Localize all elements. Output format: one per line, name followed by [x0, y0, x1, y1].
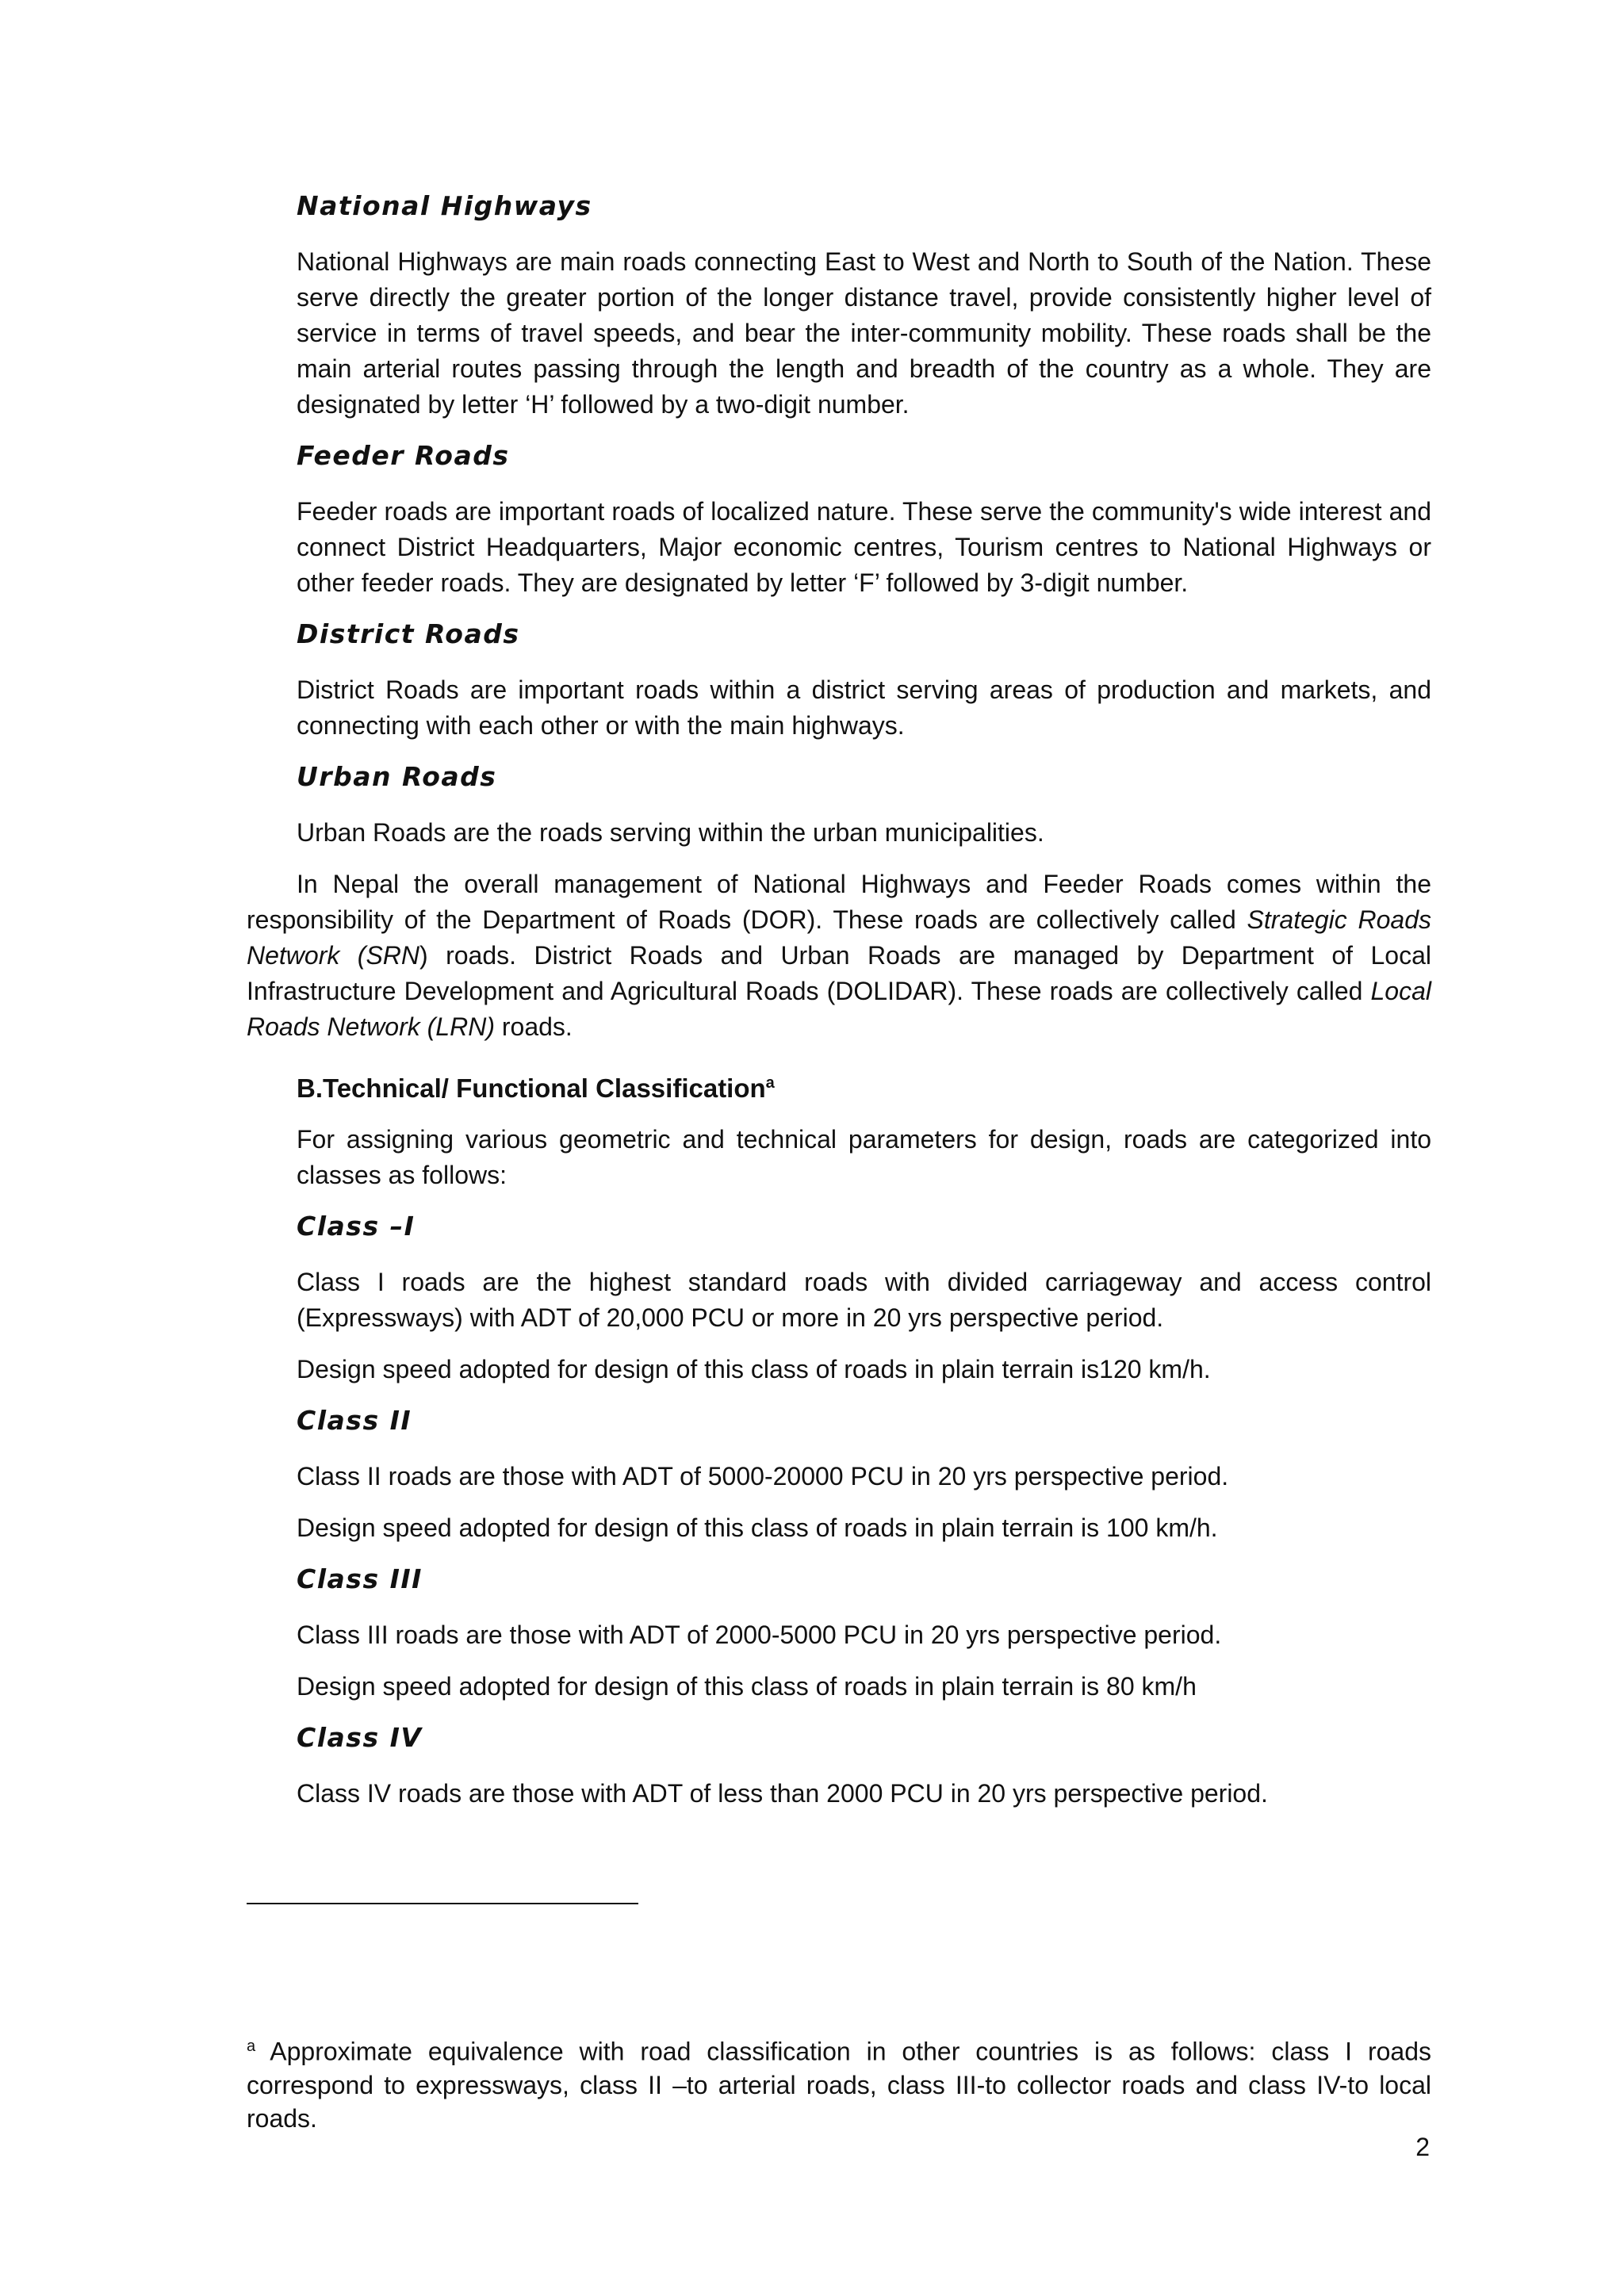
heading-district-roads: District Roads: [297, 618, 520, 649]
paragraph-class-3-definition: Class III roads are those with ADT of 2000-5000 PCU in 20 yrs perspective period.: [297, 1621, 1222, 1649]
technical-title: B.Technical/ Functional Classification: [297, 1073, 766, 1103]
paragraph-class-1-speed: Design speed adopted for design of this class of roads in plain terrain is120 km/h.: [297, 1355, 1211, 1383]
footnote-marker: a: [247, 2038, 256, 2055]
footnote-divider: [247, 1903, 638, 1904]
management-text-3: roads.: [494, 1012, 573, 1041]
paragraph-class-2-definition: Class II roads are those with ADT of 5000-20000 PCU in 20 yrs perspective period.: [297, 1462, 1229, 1490]
heading-urban-roads: Urban Roads: [297, 761, 497, 792]
footnote-text: Approximate equivalence with road classification in other countries is as follows: class I roads correspond to expressways, class II –to arterial roads, class III-to collector roads and class IV-to local roads.: [247, 2037, 1431, 2133]
paragraph-district-roads: District Roads are important roads within a district serving areas of production and markets, and connecting with each other or with the main highways.: [297, 675, 1431, 740]
heading-technical-classification: [297, 1066, 1431, 1106]
footnote: [247, 2030, 1431, 2135]
management-srn-term: Strategic Roads Network (SRN: [247, 905, 1432, 970]
management-text-2: ) roads. District Roads and Urban Roads are managed by Department of Local Infrastructure Development and Agricultural Roads (DOLIDAR). These roads are collectively called: [247, 941, 1432, 1005]
management-lrn-term: Local Roads Network (LRN): [247, 977, 1431, 1041]
paragraph-national-highways: National Highways are main roads connecting East to West and North to South of the Nation. These serve directly the greater portion of the longer distance travel, provide consistently higher level of service in terms of travel speeds, and bear the inter-community mobility. These roads shall be the main arterial routes passing through the length and breadth of the country as a whole. They are designated by letter ‘H’ followed by a two-digit number.: [297, 247, 1431, 419]
main-content: [247, 189, 1431, 1827]
heading-feeder-roads: Feeder Roads: [297, 440, 510, 471]
paragraph-road-management: [247, 867, 1431, 1045]
paragraph-class-1-definition: Class I roads are the highest standard roads with divided carriageway and access control (Expressways) with ADT of 20,000 PCU or more in 20 yrs perspective period.: [297, 1268, 1431, 1332]
page-number: 2: [1415, 2133, 1430, 2161]
management-text-1: In Nepal the overall management of National Highways and Feeder Roads comes within the responsibility of the Department of Roads (DOR). These roads are collectively called: [247, 870, 1431, 934]
paragraph-class-3-speed: Design speed adopted for design of this class of roads in plain terrain is 80 km/h: [297, 1672, 1197, 1701]
heading-class-4: Class IV: [297, 1722, 423, 1753]
heading-class-1: Class –I: [297, 1211, 416, 1242]
heading-class-3: Class III: [297, 1563, 423, 1594]
paragraph-feeder-roads: Feeder roads are important roads of localized nature. These serve the community's wide interest and connect District Headquarters, Major economic centres, Tourism centres to National Highways or other feeder roads. They are designated by letter ‘F’ followed by 3-digit number.: [297, 497, 1431, 597]
paragraph-class-2-speed: Design speed adopted for design of this class of roads in plain terrain is 100 km/h.: [297, 1513, 1218, 1542]
footnote-reference[interactable]: a: [765, 1074, 775, 1092]
paragraph-class-4-definition: Class IV roads are those with ADT of less than 2000 PCU in 20 yrs perspective period.: [297, 1779, 1268, 1808]
heading-national-highways: National Highways: [297, 190, 592, 221]
paragraph-urban-roads: Urban Roads are the roads serving within the urban municipalities.: [297, 818, 1044, 847]
heading-class-2: Class II: [297, 1405, 412, 1436]
paragraph-technical-intro: For assigning various geometric and technical parameters for design, roads are categorized into classes as follows:: [297, 1125, 1431, 1189]
